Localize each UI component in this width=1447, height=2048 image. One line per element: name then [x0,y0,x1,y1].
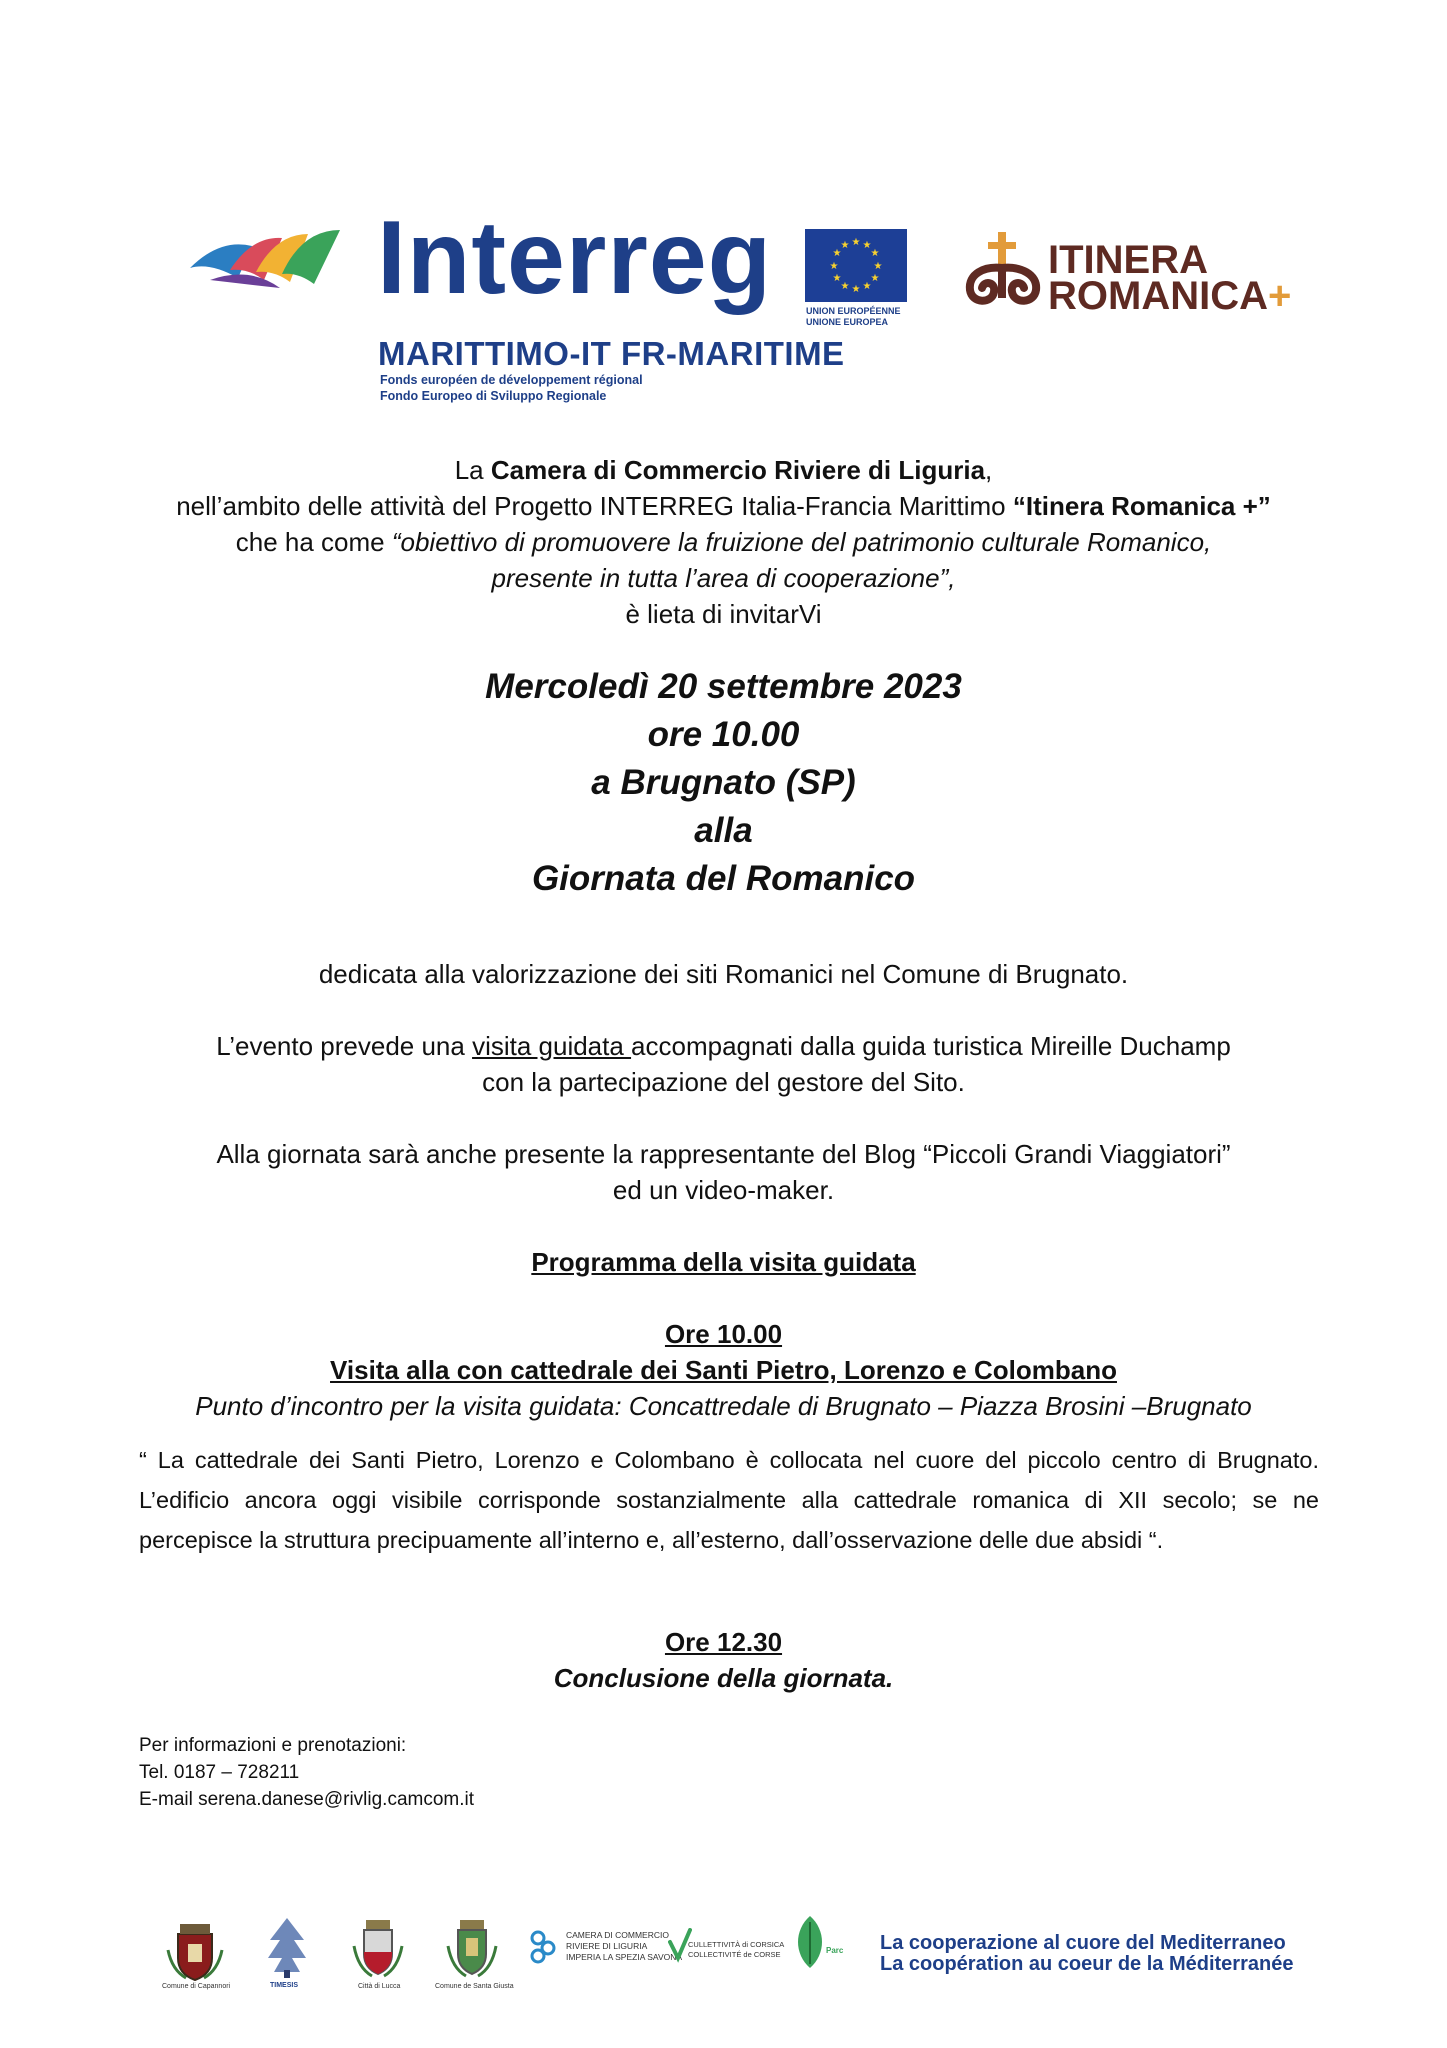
event-date: Mercoledì 20 settembre 2023 [485,667,962,706]
programme-item-2: Conclusione della giornata. [553,1663,894,1693]
quote-line-3: percepisce la struttura precipuamente all’interno e, all’esterno, dall’osservazione delle due absidi “. [139,1527,1164,1553]
svg-text:★: ★ [851,284,861,295]
programme-time-1: Ore 10.00 [664,1319,783,1349]
intro-line-3: che ha come “obiettivo di promuovere la fruizione del patrimonio culturale Romanico, [235,527,1212,557]
eu-flag-icon [805,229,907,302]
timesis-caption: TIMESIS [270,1982,299,1989]
svg-text:★: ★ [829,261,839,272]
contact-phone: Tel. 0187 – 728211 [139,1762,300,1783]
meeting-point: Punto d’incontro per la visita guidata: Concattredale di Brugnato – Piazza Brosini –Brugnato [195,1391,1252,1421]
itinera-cross-icon [962,230,1044,316]
intro-line-4: presente in tutta l’area di cooperazione”, [491,563,956,593]
svg-text:★: ★ [873,261,883,272]
corsica-caption-2: COLLECTIVITÉ de CORSE [688,1950,781,1959]
santa-giusta-crest-icon [446,1916,498,1980]
blog-line-1: Alla giornata sarà anche presente la rappresentante del Blog “Piccoli Grandi Viaggiatori” [216,1139,1231,1169]
capannori-caption: Comune di Capannori [162,1983,231,1990]
svg-text:★: ★ [840,240,850,251]
contact-title: Per informazioni e prenotazioni: [139,1735,407,1756]
fund-label-fr: Fonds européen de développement régional [380,373,643,387]
santa-giusta-caption: Comune de Santa Giusta [435,1983,514,1990]
visita-guidata-link[interactable]: visita guidata [472,1031,632,1061]
svg-text:★: ★ [870,248,880,259]
parc-leaf-icon [792,1914,828,1970]
fund-label-it: Fondo Europeo di Sviluppo Regionale [380,389,607,403]
camera-caption-2: RIVIERE DI LIGURIA [566,1941,648,1951]
programme-time-2: Ore 12.30 [664,1627,783,1657]
event-to: alla [694,811,753,850]
parc-caption: Parc [826,1946,844,1955]
svg-text:★: ★ [862,240,872,251]
svg-text:★: ★ [832,273,842,284]
svg-text:★: ★ [840,281,850,292]
camera-commercio-icon [528,1928,558,1966]
blog-line-2: ed un video-maker. [612,1175,835,1205]
svg-text:★: ★ [851,237,861,248]
event-time: ore 10.00 [647,715,800,754]
eu-label-fr: UNION EUROPÉENNE [806,306,901,316]
contact-email[interactable]: E-mail serena.danese@rivlig.camcom.it [139,1789,475,1810]
programme-title: Programma della visita guidata [531,1247,916,1277]
programme-item-1: Visita alla con cattedrale dei Santi Pietro, Lorenzo e Colombano [330,1355,1117,1385]
interreg-wordmark: Interreg [377,200,773,316]
svg-text:★: ★ [870,273,880,284]
eu-label-it: UNIONE EUROPEA [806,317,889,327]
coop-slogan-it: La cooperazione al cuore del Mediterraneo [880,1932,1286,1954]
visit-line-2: con la partecipazione del gestore del Sito. [482,1067,965,1097]
svg-text:★: ★ [832,248,842,259]
corsica-caption-1: CULLETTIVITÀ di CORSICA [688,1940,785,1949]
quote-line-2: L’edificio ancora oggi visibile corrisponde sostanzialmente alla cattedrale romanica di XII secolo; se ne [139,1487,1319,1513]
lucca-caption: Città di Lucca [358,1983,401,1990]
quote-line-1: “ La cattedrale dei Santi Pietro, Lorenzo e Colombano è collocata nel cuore del piccolo centro di Brugnato. [139,1447,1319,1473]
dedicated-line: dedicata alla valorizzazione dei siti Romanici nel Comune di Brugnato. [318,959,1129,989]
camera-caption-3: IMPERIA LA SPEZIA SAVONA [566,1952,683,1962]
capannori-crest-icon [166,1920,224,1982]
itinera-wordmark-line1: ITINERA [1048,238,1208,282]
lucca-crest-icon [350,1916,406,1980]
programme-name: MARITTIMO-IT FR-MARITIME [378,335,845,372]
event-name: Giornata del Romanico [531,859,916,898]
svg-text:★: ★ [862,281,872,292]
timesis-tree-icon [264,1916,310,1980]
intro-line-5: è lieta di invitarVi [625,599,822,629]
intro-line-1: La Camera di Commercio Riviere di Liguria, [454,455,993,485]
itinera-wordmark-line2: ROMANICA+ [1048,274,1292,318]
event-place: a Brugnato (SP) [591,763,856,802]
coop-slogan-fr: La coopération au coeur de la Méditerranée [880,1953,1294,1975]
interreg-wave-logo [190,228,342,296]
intro-line-2: nell’ambito delle attività del Progetto INTERREG Italia-Francia Marittimo “Itinera Romanica +” [176,491,1271,521]
camera-caption-1: CAMERA DI COMMERCIO [566,1930,669,1940]
visit-line-1: L’evento prevede una visita guidata accompagnati dalla guida turistica Mireille Duchamp [216,1031,1231,1061]
